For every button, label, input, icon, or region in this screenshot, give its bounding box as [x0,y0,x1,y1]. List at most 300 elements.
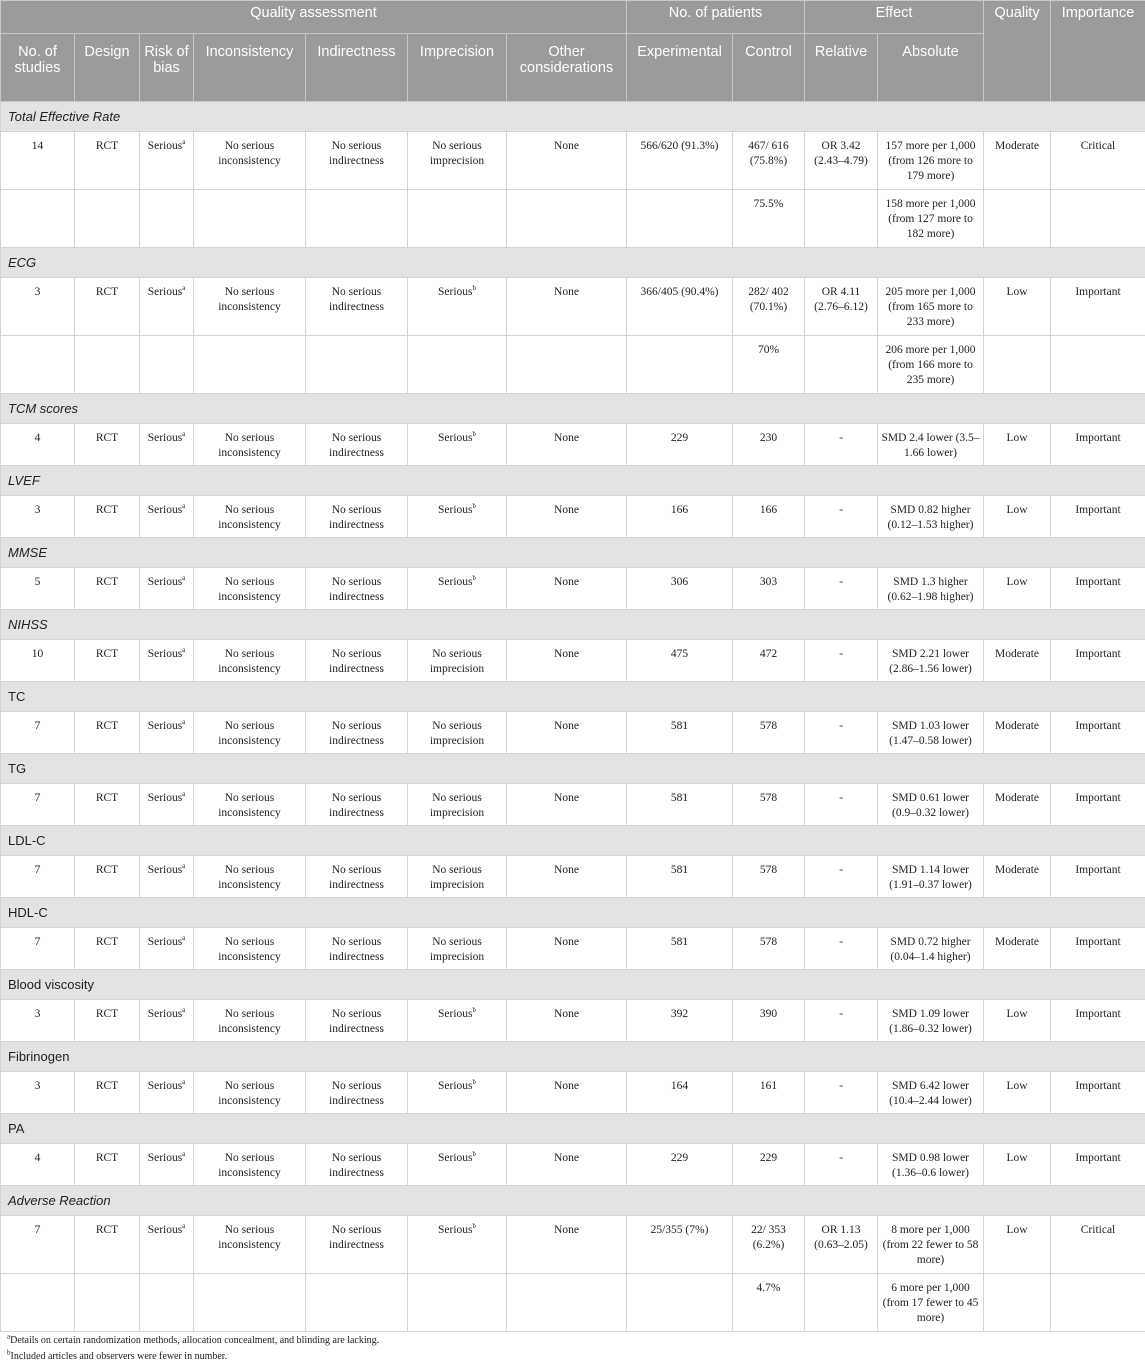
importance-cell [1051,424,1145,466]
design-cell [75,856,140,898]
table-row [1,1072,1145,1114]
risk-of-bias-cell-text: Serious [147,792,183,804]
studies-cell [1,784,75,826]
indirectness-header: Indirectness [306,34,408,102]
experimental-cell-text: 229 [670,1152,689,1164]
control-cell-text: 75.5% [753,198,784,210]
table-row [1,1144,1145,1186]
quality-cell [984,640,1051,682]
risk-of-bias-cell [140,640,194,682]
experimental-cell-text: 392 [670,1008,689,1020]
outcome-section-row [1,826,1145,856]
imprecision-cell-text: No serious imprecision [429,720,485,747]
control-cell [733,496,805,538]
risk-of-bias-cell [140,496,194,538]
experimental-cell [627,1216,733,1274]
importance-cell [1051,784,1145,826]
studies-cell-text: 3 [34,504,41,516]
indirectness-cell-text: No serious indirectness [329,1152,384,1179]
absolute-cell [878,190,984,248]
experimental-cell [627,712,733,754]
empty-cell [306,336,408,394]
importance-cell-text: Important [1075,286,1121,298]
quality-header: Quality [984,1,1051,102]
control-cell [733,132,805,190]
risk-of-bias-cell [140,1216,194,1274]
quality-cell-text: Low [1006,432,1028,444]
footnote [0,1348,1145,1364]
importance-cell [1051,1000,1145,1042]
importance-cell-text: Critical [1080,140,1116,152]
inconsistency-cell [194,1000,306,1042]
quality-cell-text: Moderate [994,648,1040,660]
other-considerations-cell-text: None [554,936,579,948]
table-row [1,640,1145,682]
empty-cell [75,1274,140,1332]
control-cell-text: 578 [759,864,778,876]
importance-cell-text: Important [1075,432,1121,444]
quality-cell-text: Moderate [994,140,1040,152]
design-cell-text: RCT [95,936,119,948]
inconsistency-cell [194,278,306,336]
inconsistency-cell [194,712,306,754]
indirectness-cell-text: No serious indirectness [329,648,384,675]
imprecision-cell [408,424,507,466]
control-cell-text: 70% [757,344,780,356]
experimental-cell-text: 229 [670,432,689,444]
relative-cell [805,928,878,970]
risk-of-bias-cell [140,712,194,754]
control-cell-text: 472 [759,648,778,660]
quality-cell [984,568,1051,610]
empty-cell [984,190,1051,248]
footnote-mark: b [472,284,476,293]
table-row-baseline [1,190,1145,248]
imprecision-cell-text: No serious imprecision [429,864,485,891]
absolute-cell [878,496,984,538]
footnote-text: Included articles and observers were fewer in number. [10,1350,228,1362]
experimental-cell-text: 164 [670,1080,689,1092]
experimental-cell [627,856,733,898]
imprecision-cell-text: Serious [438,1080,473,1092]
absolute-cell [878,784,984,826]
studies-cell [1,856,75,898]
outcome-section-row [1,1042,1145,1072]
quality-cell-text: Moderate [994,864,1040,876]
empty-cell [306,190,408,248]
other-considerations-header: Other considerations [507,34,627,102]
imprecision-cell [408,278,507,336]
inconsistency-cell [194,424,306,466]
indirectness-cell [306,1000,408,1042]
table-row [1,1216,1145,1274]
absolute-cell-text: SMD 6.42 lower (10.4–2.44 lower) [889,1080,972,1107]
relative-cell-text: - [839,504,843,516]
importance-cell-text: Critical [1080,1224,1116,1236]
studies-cell-text: 7 [34,864,41,876]
outcome-section-row [1,754,1145,784]
relative-cell-text: - [839,792,843,804]
risk-of-bias-cell-text: Serious [147,286,183,298]
quality-cell [984,496,1051,538]
risk-of-bias-cell [140,1144,194,1186]
experimental-cell-text: 366/405 (90.4%) [640,286,719,298]
absolute-header: Absolute [878,34,984,102]
control-cell [733,712,805,754]
indirectness-cell-text: No serious indirectness [329,1008,384,1035]
table-row [1,928,1145,970]
indirectness-cell-text: No serious indirectness [329,432,384,459]
table-row [1,856,1145,898]
other-considerations-cell [507,424,627,466]
design-cell-text: RCT [95,286,119,298]
experimental-cell [627,424,733,466]
inconsistency-cell [194,1144,306,1186]
table-row [1,568,1145,610]
empty-cell [627,336,733,394]
studies-cell [1,1144,75,1186]
importance-cell-text: Important [1075,504,1121,516]
other-considerations-cell [507,1144,627,1186]
footnote [0,1332,1145,1348]
experimental-cell [627,1072,733,1114]
indirectness-cell-text: No serious indirectness [329,1224,384,1251]
inconsistency-header: Inconsistency [194,34,306,102]
design-cell [75,424,140,466]
risk-of-bias-cell [140,568,194,610]
control-cell-text: 22/ 353 (6.2%) [751,1224,786,1251]
experimental-cell-text: 25/355 (7%) [650,1224,709,1236]
other-considerations-cell-text: None [554,1224,579,1236]
outcome-section-row [1,248,1145,278]
empty-cell [408,190,507,248]
footnote-mark: b [472,1222,476,1231]
control-cell [733,568,805,610]
outcome-name: TC [1,682,1145,712]
absolute-cell-text: 205 more per 1,000 (from 165 more to 233 more) [885,286,976,328]
design-cell-text: RCT [95,432,119,444]
indirectness-cell [306,496,408,538]
risk-of-bias-cell [140,1000,194,1042]
risk-of-bias-cell-text: Serious [147,576,183,588]
indirectness-cell [306,1072,408,1114]
importance-cell-text: Important [1075,648,1121,660]
quality-cell-text: Low [1006,1080,1028,1092]
footnote-mark: a [182,718,186,727]
quality-cell [984,1216,1051,1274]
absolute-cell [878,1144,984,1186]
importance-cell-text: Important [1075,792,1121,804]
absolute-cell [878,132,984,190]
quality-cell [984,424,1051,466]
empty-cell [75,190,140,248]
imprecision-cell [408,1072,507,1114]
design-cell-text: RCT [95,648,119,660]
empty-cell [194,190,306,248]
footnote-mark: a [182,430,186,439]
indirectness-cell-text: No serious indirectness [329,286,384,313]
relative-cell-text: - [839,936,843,948]
footnote-mark: a [182,646,186,655]
design-cell [75,568,140,610]
imprecision-cell [408,1216,507,1274]
quality-cell [984,1000,1051,1042]
other-considerations-cell-text: None [554,576,579,588]
control-cell-text: 229 [759,1152,778,1164]
other-considerations-cell-text: None [554,864,579,876]
control-cell [733,190,805,248]
control-cell [733,784,805,826]
table-row [1,784,1145,826]
empty-cell [1051,336,1145,394]
control-cell [733,278,805,336]
table-row [1,278,1145,336]
design-cell [75,928,140,970]
other-considerations-cell-text: None [554,720,579,732]
risk-of-bias-cell [140,1072,194,1114]
design-cell [75,1144,140,1186]
control-cell [733,928,805,970]
relative-cell-text: - [839,1080,843,1092]
importance-cell [1051,1072,1145,1114]
inconsistency-cell-text: No serious inconsistency [218,576,281,603]
imprecision-cell-text: Serious [438,432,473,444]
relative-cell [805,784,878,826]
design-cell [75,132,140,190]
absolute-cell-text: SMD 1.09 lower (1.86–0.32 lower) [889,1008,972,1035]
control-cell [733,336,805,394]
design-cell-text: RCT [95,140,119,152]
empty-cell [627,1274,733,1332]
indirectness-cell-text: No serious indirectness [329,936,384,963]
empty-cell [507,190,627,248]
no-of-studies-header: No. of studies [1,34,75,102]
importance-cell [1051,640,1145,682]
imprecision-cell-text: No serious imprecision [429,936,485,963]
inconsistency-cell [194,928,306,970]
footnote-mark: a [182,502,186,511]
relative-cell-text: OR 3.42 (2.43–4.79) [814,140,868,167]
outcome-section-row [1,102,1145,132]
studies-cell [1,1216,75,1274]
experimental-cell [627,1000,733,1042]
empty-cell [1051,1274,1145,1332]
importance-cell-text: Important [1075,864,1121,876]
indirectness-cell [306,424,408,466]
experimental-cell [627,640,733,682]
other-considerations-cell-text: None [554,140,579,152]
risk-of-bias-cell-text: Serious [147,1080,183,1092]
relative-cell [805,424,878,466]
experimental-cell-text: 306 [670,576,689,588]
inconsistency-cell [194,568,306,610]
footnote-mark: b [472,574,476,583]
inconsistency-cell-text: No serious inconsistency [218,1224,281,1251]
studies-cell-text: 3 [34,286,41,298]
studies-cell-text: 4 [34,1152,41,1164]
footnote-mark: a [182,790,186,799]
relative-cell-text: OR 1.13 (0.63–2.05) [814,1224,868,1251]
absolute-cell-text: SMD 1.14 lower (1.91–0.37 lower) [889,864,972,891]
footnote-mark: a [182,1222,186,1231]
absolute-cell [878,856,984,898]
experimental-cell [627,496,733,538]
quality-cell-text: Moderate [994,936,1040,948]
imprecision-header: Imprecision [408,34,507,102]
outcome-section-row [1,394,1145,424]
risk-of-bias-cell-text: Serious [147,432,183,444]
outcome-name: Fibrinogen [1,1042,1145,1072]
design-cell [75,496,140,538]
experimental-cell [627,568,733,610]
other-considerations-cell [507,928,627,970]
control-cell-text: 230 [759,432,778,444]
relative-cell [805,1072,878,1114]
inconsistency-cell-text: No serious inconsistency [218,1080,281,1107]
footnote-mark: a [182,934,186,943]
risk-of-bias-cell [140,856,194,898]
table-row [1,712,1145,754]
relative-cell [805,568,878,610]
indirectness-cell [306,712,408,754]
other-considerations-cell [507,496,627,538]
imprecision-cell [408,784,507,826]
table-row [1,1000,1145,1042]
control-cell-text: 390 [759,1008,778,1020]
absolute-cell [878,640,984,682]
absolute-cell [878,712,984,754]
control-cell [733,1144,805,1186]
absolute-cell-text: 8 more per 1,000 (from 22 fewer to 58 more) [882,1224,979,1266]
absolute-cell-text: SMD 0.98 lower (1.36–0.6 lower) [892,1152,970,1179]
control-cell [733,640,805,682]
studies-cell-text: 7 [34,720,41,732]
relative-cell [805,1144,878,1186]
footnote-mark: a [7,1332,11,1341]
control-cell-text: 578 [759,792,778,804]
studies-cell-text: 3 [34,1080,41,1092]
indirectness-cell [306,856,408,898]
relative-cell [805,1000,878,1042]
importance-cell [1051,278,1145,336]
empty-cell [507,336,627,394]
control-cell [733,1000,805,1042]
relative-cell-text: - [839,432,843,444]
importance-cell [1051,1216,1145,1274]
other-considerations-cell [507,1072,627,1114]
importance-cell-text: Important [1075,1152,1121,1164]
control-cell-text: 578 [759,720,778,732]
outcome-name: LDL-C [1,826,1145,856]
design-cell-text: RCT [95,864,119,876]
outcome-section-row [1,466,1145,496]
risk-of-bias-cell [140,928,194,970]
design-cell [75,1216,140,1274]
inconsistency-cell-text: No serious inconsistency [218,936,281,963]
other-considerations-cell-text: None [554,1008,579,1020]
control-cell-text: 578 [759,936,778,948]
relative-cell-text: OR 4.11 (2.76–6.12) [814,286,868,313]
outcome-name: TG [1,754,1145,784]
risk-of-bias-header: Risk of bias [140,34,194,102]
control-cell [733,1274,805,1332]
inconsistency-cell-text: No serious inconsistency [218,720,281,747]
empty-cell [507,1274,627,1332]
studies-cell [1,424,75,466]
indirectness-cell [306,640,408,682]
other-considerations-cell-text: None [554,286,579,298]
relative-cell [805,640,878,682]
experimental-cell-text: 581 [670,792,689,804]
outcome-name: Adverse Reaction [1,1186,1145,1216]
imprecision-cell [408,568,507,610]
quality-cell [984,712,1051,754]
design-cell-text: RCT [95,792,119,804]
relative-cell [805,712,878,754]
design-cell [75,784,140,826]
empty-cell [194,336,306,394]
imprecision-cell-text: Serious [438,1008,473,1020]
outcome-name: HDL-C [1,898,1145,928]
outcome-section-row [1,970,1145,1000]
footnote-mark: a [182,284,186,293]
risk-of-bias-cell-text: Serious [147,720,183,732]
footnote-mark: b [472,502,476,511]
imprecision-cell-text: No serious imprecision [429,140,485,167]
relative-cell-text: - [839,576,843,588]
experimental-cell [627,132,733,190]
empty-cell [1,190,75,248]
control-cell-text: 303 [759,576,778,588]
risk-of-bias-cell-text: Serious [147,1152,183,1164]
control-cell [733,424,805,466]
control-cell-text: 282/ 402 (70.1%) [748,286,789,313]
quality-cell-text: Moderate [994,720,1040,732]
quality-cell [984,856,1051,898]
outcome-name: Blood viscosity [1,970,1145,1000]
design-header: Design [75,34,140,102]
importance-cell [1051,568,1145,610]
studies-cell [1,132,75,190]
absolute-cell-text: 158 more per 1,000 (from 127 more to 182 more) [885,198,976,240]
design-cell-text: RCT [95,504,119,516]
design-cell-text: RCT [95,1008,119,1020]
table-row [1,132,1145,190]
studies-cell [1,928,75,970]
studies-cell-text: 5 [34,576,41,588]
imprecision-cell [408,712,507,754]
quality-cell-text: Moderate [994,792,1040,804]
inconsistency-cell-text: No serious inconsistency [218,864,281,891]
design-cell-text: RCT [95,576,119,588]
importance-cell [1051,132,1145,190]
studies-cell [1,640,75,682]
indirectness-cell-text: No serious indirectness [329,504,384,531]
studies-cell [1,712,75,754]
risk-of-bias-cell-text: Serious [147,864,183,876]
inconsistency-cell-text: No serious inconsistency [218,792,281,819]
outcome-section-row [1,1114,1145,1144]
other-considerations-cell-text: None [554,432,579,444]
imprecision-cell [408,640,507,682]
quality-cell [984,1144,1051,1186]
experimental-cell-text: 581 [670,936,689,948]
importance-cell [1051,496,1145,538]
quality-cell-text: Low [1006,1008,1028,1020]
relative-header: Relative [805,34,878,102]
imprecision-cell [408,132,507,190]
absolute-cell [878,336,984,394]
